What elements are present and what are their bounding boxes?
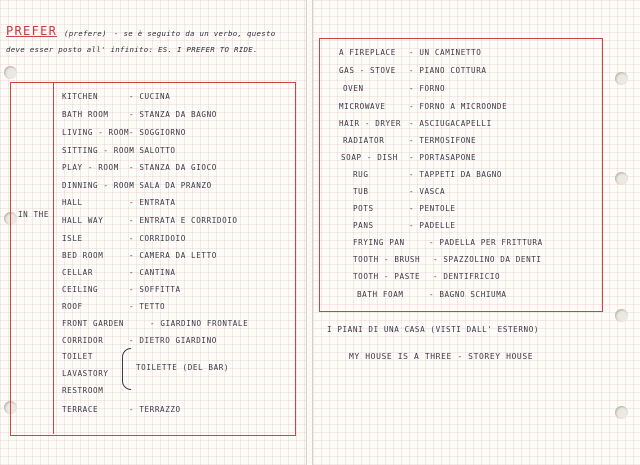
vocab-en: PLAY - ROOM [62, 163, 119, 172]
vocab-it: - CANTINA [129, 268, 176, 277]
header-pronunciation: (prefere) [64, 29, 107, 38]
vocab-it: - SALA DA PRANZO [129, 181, 212, 190]
vocab-en: KITCHEN [62, 92, 99, 101]
vocab-it: TOILETTE (DEL BAR) [136, 363, 230, 372]
vocab-en: TOOTH - BRUSH [353, 255, 421, 264]
vocab-it: - STANZA DA GIOCO [129, 163, 217, 172]
vocab-en: SOAP - DISH [341, 153, 398, 162]
vocab-it: - UN CAMINETTO [409, 48, 482, 57]
vocab-en: RESTROOM [62, 386, 104, 395]
vocab-it: - STANZA DA BAGNO [129, 110, 217, 119]
punch-hole [615, 309, 628, 322]
vocab-en: RUG [353, 170, 369, 179]
vocab-it: - TERRAZZO [129, 405, 181, 414]
vocab-it: - DIETRO GIARDINO [129, 336, 217, 345]
vocab-en: LIVING - ROOM [62, 128, 130, 137]
vocab-it: - ASCIUGACAPELLI [409, 119, 492, 128]
vocab-it: - CAMERA DA LETTO [129, 251, 217, 260]
vocab-en: GAS - STOVE [339, 66, 396, 75]
vocab-it: - PENTOLE [409, 204, 456, 213]
vocab-en: TERRACE [62, 405, 99, 414]
vocab-it: - SALOTTO [129, 146, 176, 155]
vocab-en: BATH ROOM [62, 110, 109, 119]
header-note-line-2: deve esser posto all' infinito: ES. I PREFER TO RIDE. [6, 45, 258, 54]
vocab-en: RADIATOR [343, 136, 385, 145]
vocab-it: - CORRIDOIO [129, 234, 186, 243]
vocab-it: - BAGNO SCHIUMA [429, 290, 507, 299]
margin-line [53, 82, 54, 434]
vocab-en: ROOF [62, 302, 83, 311]
vocab-it: - DENTIFRICIO [433, 272, 501, 281]
vocab-en: ISLE [62, 234, 83, 243]
vocab-en: OVEN [343, 84, 364, 93]
vocab-en: TOILET [62, 352, 94, 361]
vocab-en: HALL WAY [62, 216, 104, 225]
vocab-it: - FORNO [409, 84, 446, 93]
punch-hole [615, 72, 628, 85]
right-notebook-page [312, 0, 640, 465]
vocab-it: - ENTRATA E CORRIDOIO [129, 216, 238, 225]
vocab-it: - PADELLA PER FRITTURA [429, 238, 543, 247]
vocab-en: BED ROOM [62, 251, 104, 260]
vocab-it: - VASCA [409, 187, 446, 196]
floors-heading: I PIANI DI UNA CASA (VISTI DALL' ESTERNO) [327, 325, 540, 334]
vocab-it: - SOGGIORNO [129, 128, 186, 137]
header-note-line-1: - se è seguito da un verbo, questo [114, 29, 276, 38]
vocab-en: PANS [353, 221, 374, 230]
vocab-en: CEILING [62, 285, 99, 294]
vocab-en: CELLAR [62, 268, 94, 277]
vocab-it: - GIARDINO FRONTALE [150, 319, 249, 328]
vocab-en: POTS [353, 204, 374, 213]
vocab-it: - SOFFITTA [129, 285, 181, 294]
vocab-it: - TERMOSIFONE [409, 136, 477, 145]
vocab-it: - FORNO A MICROONDE [409, 102, 508, 111]
vocab-en: HALL [62, 198, 83, 207]
vocab-en: HAIR - DRYER [339, 119, 402, 128]
vocab-it: - TETTO [129, 302, 166, 311]
vocab-en: BATH FOAM [357, 290, 404, 299]
left-notebook-page [0, 0, 307, 465]
in-the-label: IN THE [18, 210, 50, 219]
vocab-en: TOOTH - PASTE [353, 272, 421, 281]
vocab-it: - ENTRATA [129, 198, 176, 207]
vocab-it: - PIANO COTTURA [409, 66, 487, 75]
house-sentence: MY HOUSE IS A THREE - STOREY HOUSE [349, 352, 534, 361]
grouping-brace [122, 348, 131, 390]
vocab-en: FRONT GARDEN [62, 319, 125, 328]
vocab-it: - PADELLE [409, 221, 456, 230]
punch-hole [4, 66, 17, 79]
vocab-it: - TAPPETI DA BAGNO [409, 170, 503, 179]
vocab-en: SITTING - ROOM [62, 146, 135, 155]
punch-hole [615, 406, 628, 419]
punch-hole [615, 172, 628, 185]
vocab-en: A FIREPLACE [339, 48, 396, 57]
vocab-it: - SPAZZOLINO DA DENTI [433, 255, 542, 264]
vocab-en: MICROWAVE [339, 102, 386, 111]
vocab-en: TUB [353, 187, 369, 196]
vocab-en: FRYING PAN [353, 238, 405, 247]
vocab-en: DINNING - ROOM [62, 181, 135, 190]
vocab-en: CORRIDOR [62, 336, 104, 345]
vocab-it: - PORTASAPONE [409, 153, 477, 162]
vocab-en: LAVASTORY [62, 369, 109, 378]
vocab-it: - CUCINA [129, 92, 171, 101]
header-title: PREFER [6, 24, 58, 38]
